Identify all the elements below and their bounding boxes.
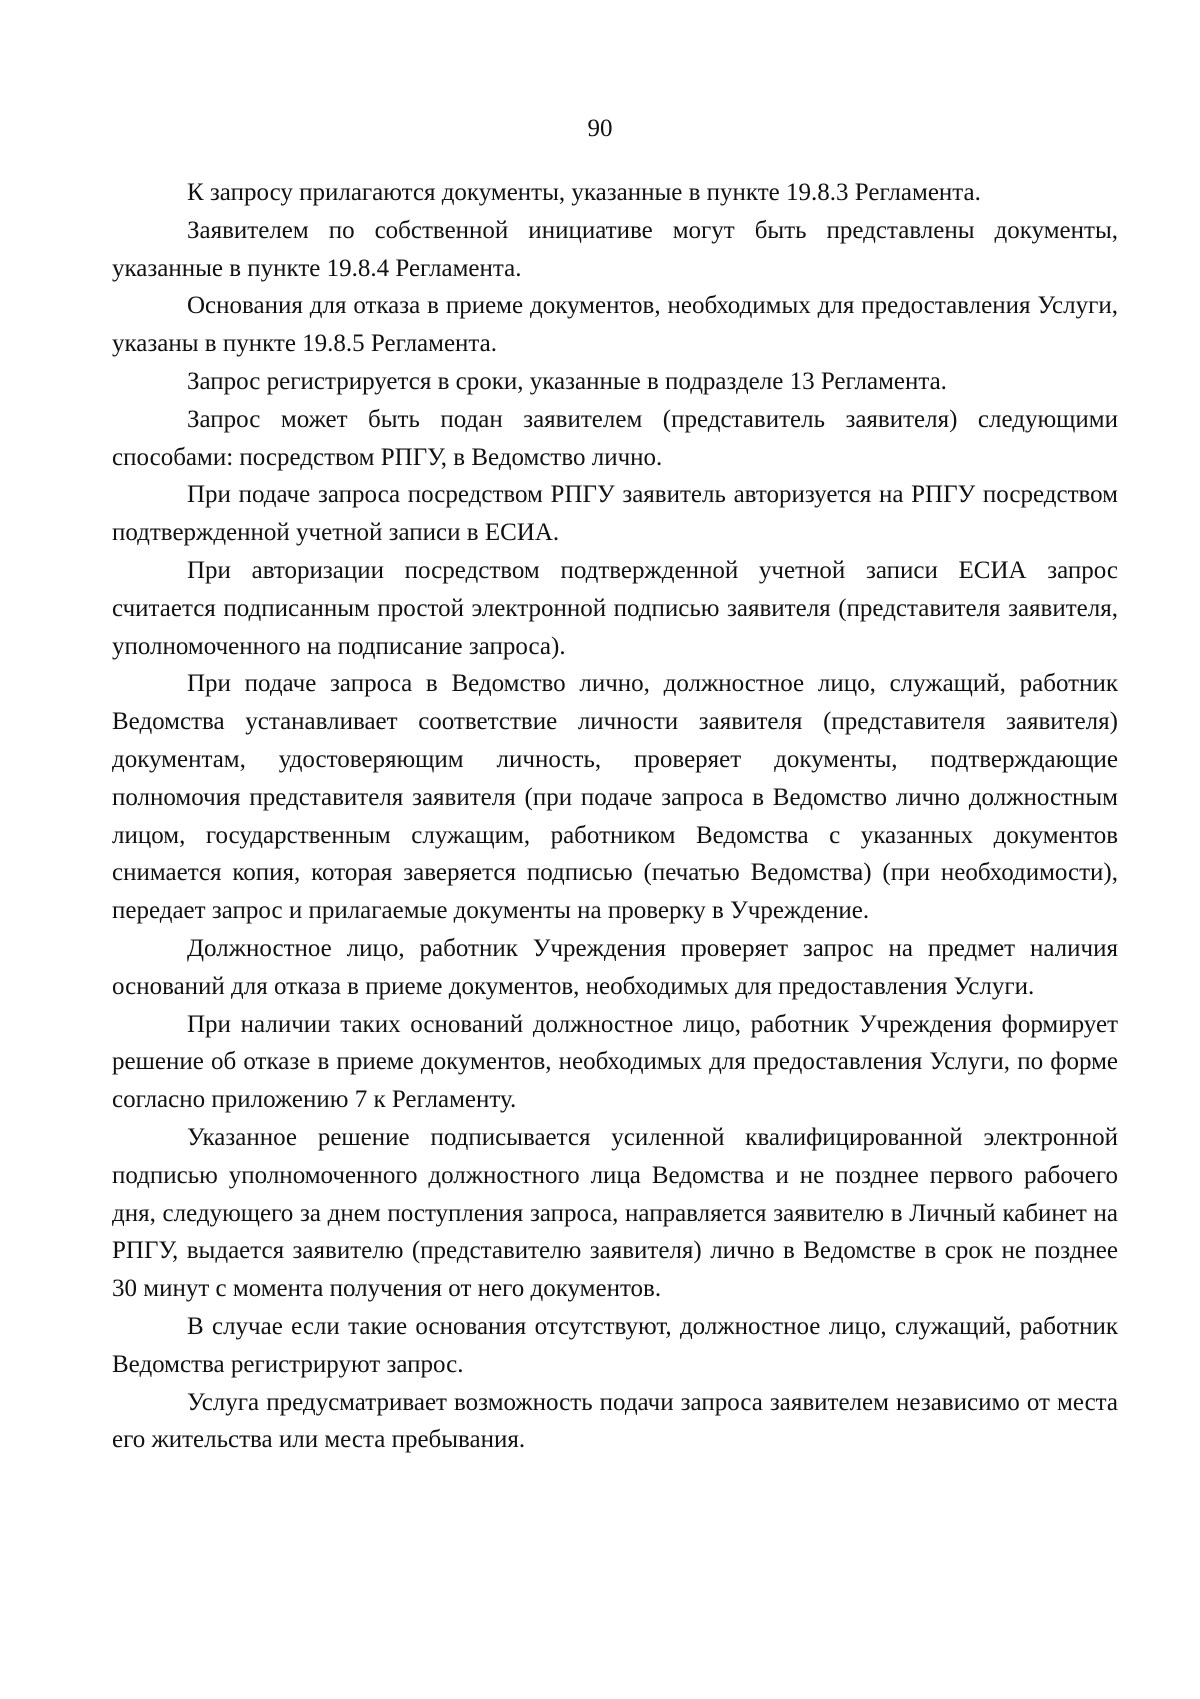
paragraph: При подаче запроса в Ведомство лично, должностное лицо, служащий, работник Ведомства устанавливает соответствие личности заявителя (представителя заявителя) документам, удостоверяющим личность, проверяет документы, подтверждающие полномочия представителя заявителя (при подаче запроса в Ведомство лично должностным лицом, государственным служащим, работником Ведомства с указанных документов снимается копия, которая заверяется подписью (печатью Ведомства) (при необходимости), передает запрос и прилагаемые документы на проверку в Учреждение. (112, 670, 1118, 925)
paragraph: При наличии таких оснований должностное лицо, работник Учреждения формирует решение об отказе в приеме документов, необходимых для предоставления Услуги, по форме согласно приложению 7 к Регламенту. (112, 1010, 1118, 1114)
paragraph: При подаче запроса посредством РПГУ заявитель авторизуется на РПГУ посредством подтвержденной учетной записи в ЕСИА. (112, 481, 1118, 547)
paragraph: В случае если такие основания отсутствуют, должностное лицо, служащий, работник Ведомства регистрируют запрос. (112, 1312, 1118, 1378)
paragraph: Указанное решение подписывается усиленной квалифицированной электронной подписью уполномоченного должностного лица Ведомства и не позднее первого рабочего дня, следующего за днем поступления запроса, направляется заявителю в Личный кабинет на РПГУ, выдается заявителю (представителю заявителя) лично в Ведомстве в срок не позднее 30 минут с момента получения от него документов. (112, 1123, 1118, 1303)
paragraph: Запрос регистрируется в сроки, указанные в подразделе 13 Регламента. (187, 367, 947, 395)
paragraph: Заявителем по собственной инициативе могут быть представлены документы, указанные в пункте 19.8.4 Регламента. (112, 216, 1118, 282)
paragraph: При авторизации посредством подтвержденной учетной записи ЕСИА запрос считается подписанным простой электронной подписью заявителя (представителя заявителя, уполномоченного на подписание запроса). (112, 556, 1118, 660)
paragraph: К запросу прилагаются документы, указанные в пункте 19.8.3 Регламента. (187, 179, 981, 206)
document-body (112, 174, 1118, 1459)
paragraph: Запрос может быть подан заявителем (представитель заявителя) следующими способами: посредством РПГУ, в Ведомство лично. (112, 405, 1118, 471)
paragraph: Основания для отказа в приеме документов, необходимых для предоставления Услуги, указаны в пункте 19.8.5 Регламента. (112, 292, 1118, 358)
page-number: 90 (587, 115, 613, 142)
paragraph: Услуга предусматривает возможность подачи запроса заявителем независимо от места его жительства или места пребывания. (112, 1388, 1118, 1454)
paragraph: Должностное лицо, работник Учреждения проверяет запрос на предмет наличия оснований для отказа в приеме документов, необходимых для предоставления Услуги. (112, 934, 1118, 1000)
